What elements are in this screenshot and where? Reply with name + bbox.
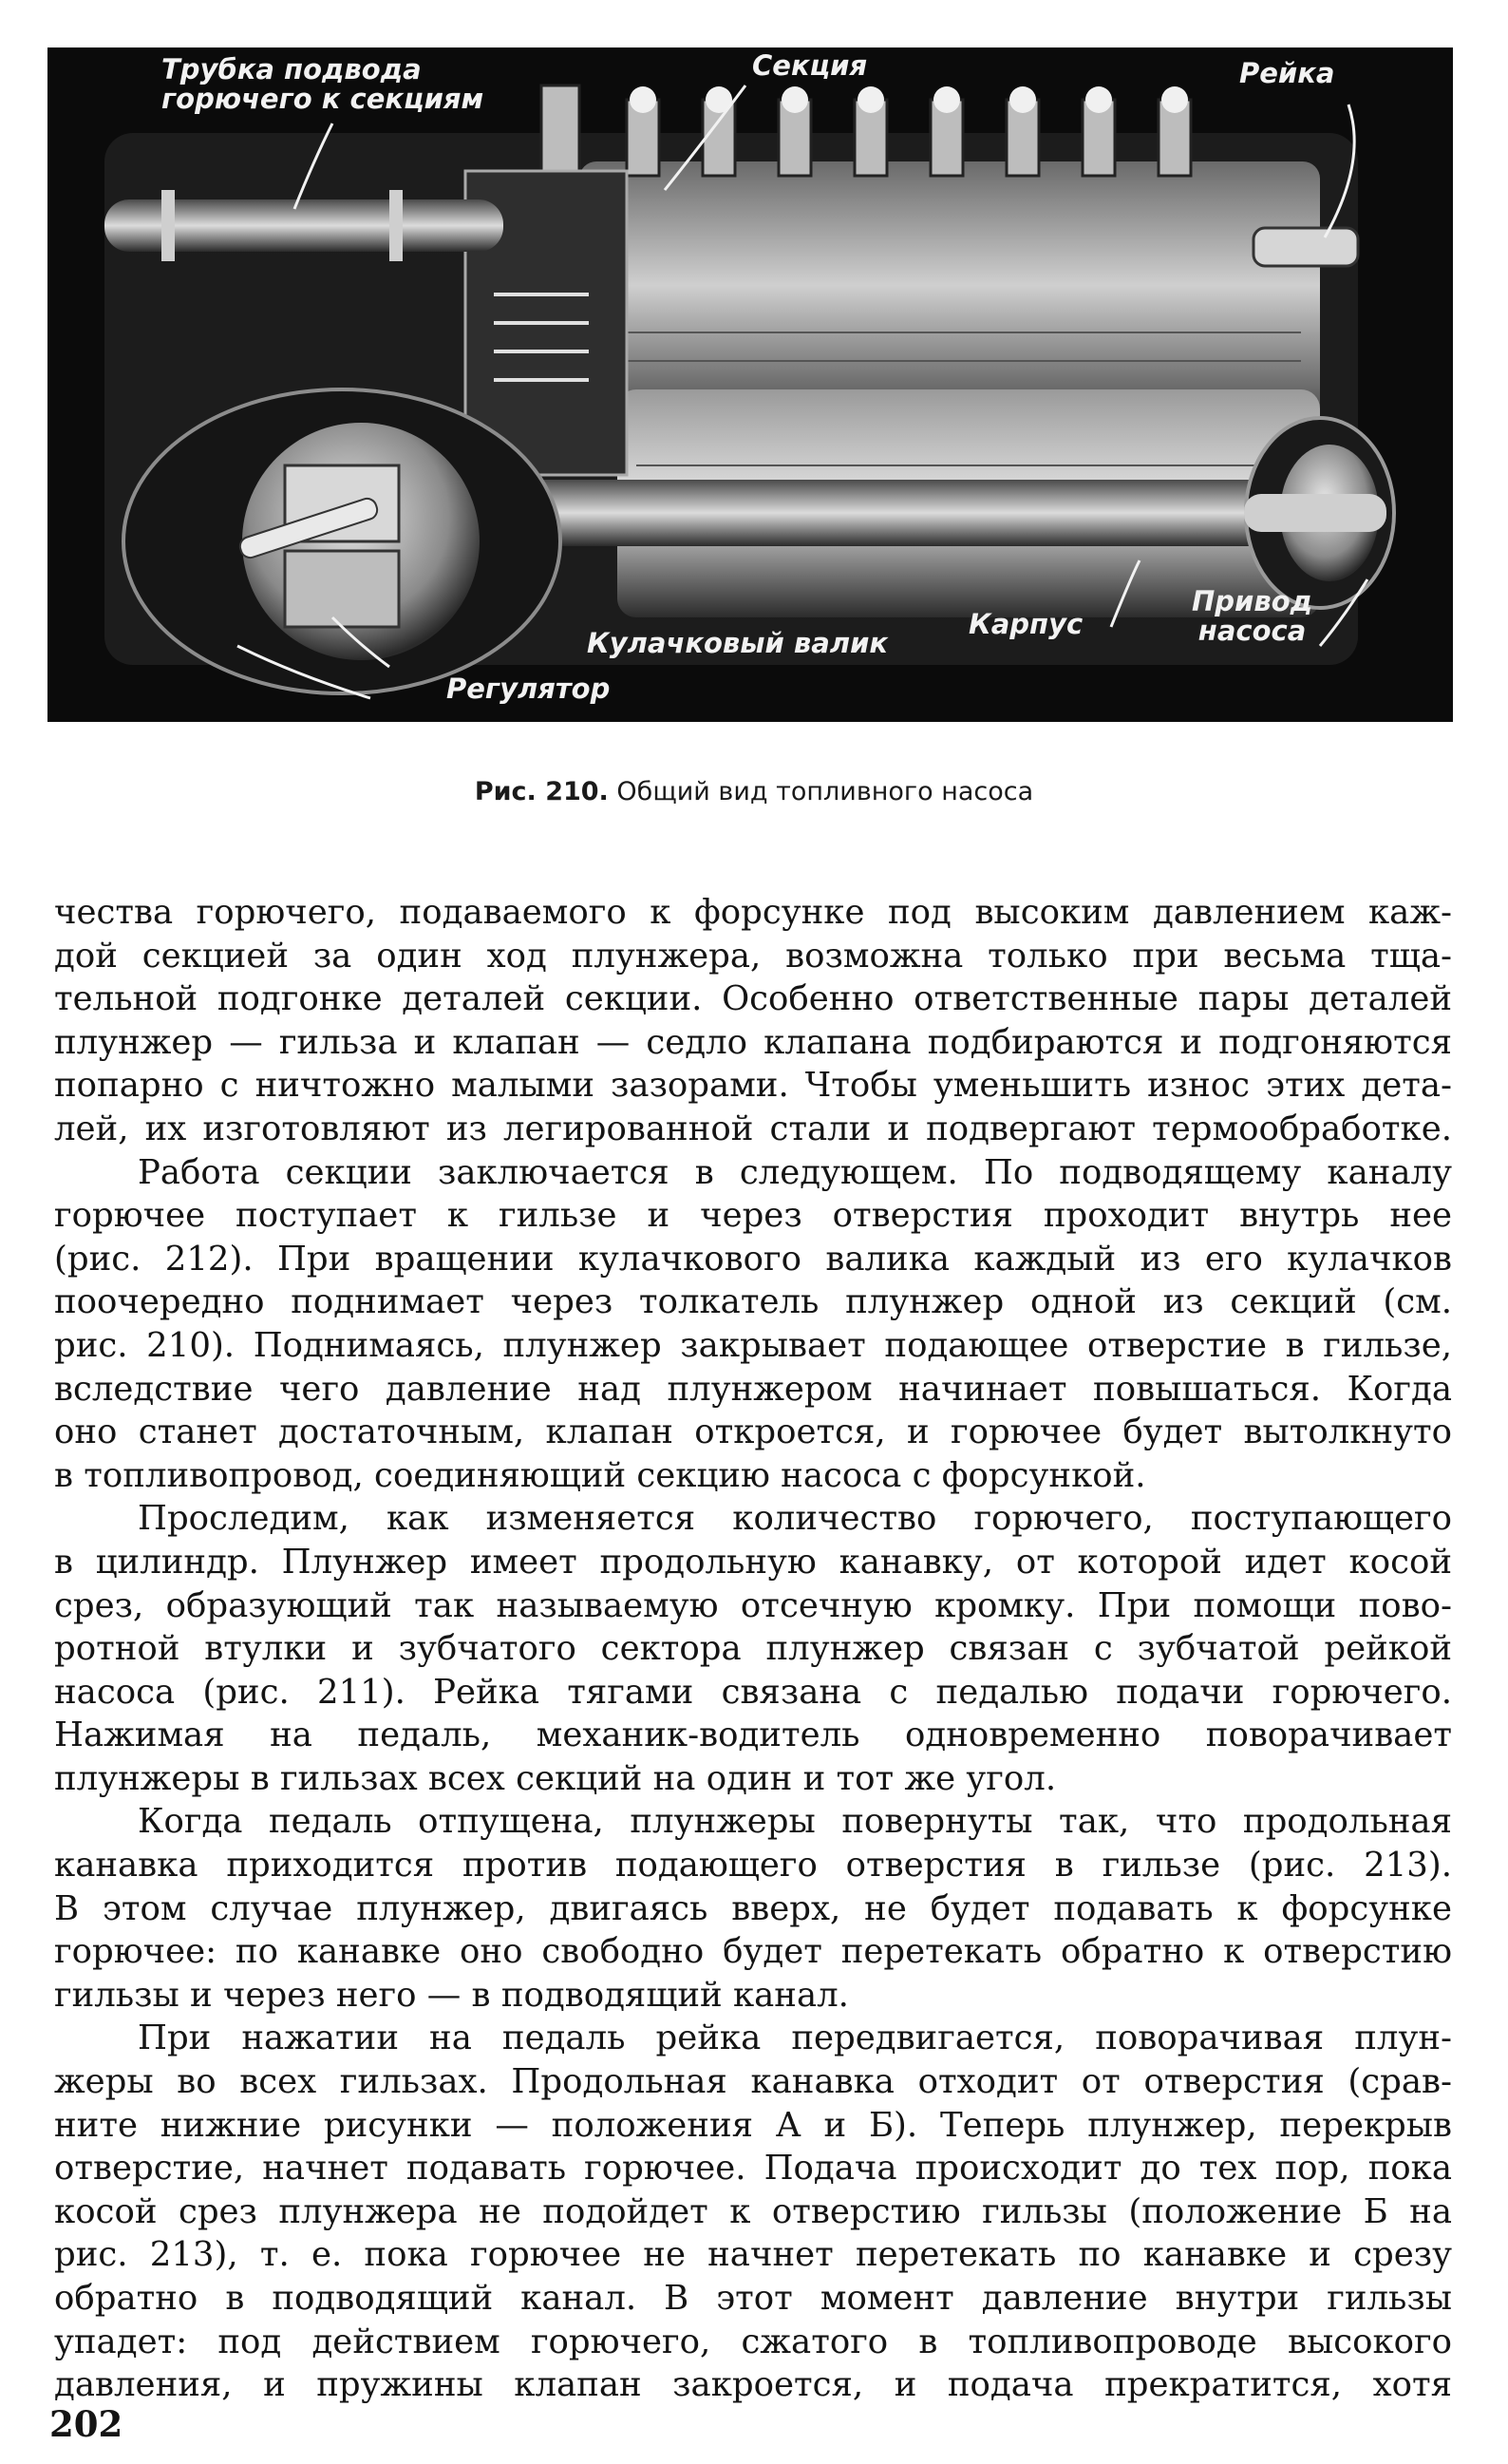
figure-number: Рис. 210. bbox=[474, 777, 609, 806]
text-line: тельной подгонке деталей секции. Особенно ответственные пары деталей bbox=[54, 979, 1452, 1019]
text-line: косой срез плунжера не подойдет к отверстию гильзы (положение Б на bbox=[54, 2191, 1452, 2231]
text-line: (рис. 212). При вращении кулачкового валика каждый из его кулачков bbox=[54, 1239, 1452, 1279]
text-line: срез, образующий так называемую отсечную кромку. При помощи пово- bbox=[54, 1585, 1452, 1625]
figure-caption-text: Общий вид топливного насоса bbox=[616, 777, 1034, 806]
text-line: плунжер — гильза и клапан — седло клапана подбираются и подгоняются bbox=[54, 1022, 1452, 1062]
label-housing: Карпус bbox=[969, 608, 1084, 640]
text-line: горючее: по канавке оно свободно будет перетекать обратно к отверстию bbox=[54, 1932, 1452, 1972]
camshaft bbox=[446, 480, 1301, 546]
section-caps bbox=[630, 86, 1188, 113]
label-rack: Рейка bbox=[1239, 57, 1335, 89]
text-line: дой секцией за один ход плунжера, возможна только при весьма тща- bbox=[54, 936, 1452, 976]
page-number: 202 bbox=[49, 2403, 123, 2445]
text-line: в топливопровод, соединяющий секцию насоса с форсункой. bbox=[54, 1455, 1146, 1495]
figure-caption bbox=[0, 777, 1508, 806]
text-line: давления, и пружины клапан закроется, и подача прекратится, хотя bbox=[54, 2365, 1452, 2405]
text-line: чества горючего, подаваемого к форсунке под высоким давлением каж- bbox=[54, 893, 1452, 932]
text-line: лей, их изготовляют из легированной стали и подвергают термообработке. bbox=[54, 1109, 1452, 1148]
text-line: В этом случае плунжер, двигаясь вверх, не будет подавать к форсунке bbox=[54, 1888, 1452, 1928]
text-line: гильзы и через него — в подводящий канал. bbox=[54, 1975, 849, 2015]
rack-end bbox=[1254, 228, 1358, 266]
text-line: горючее поступает к гильзе и через отверстия проходит внутрь нее bbox=[54, 1196, 1452, 1236]
label-fuel-supply-pipe: Трубка подвода горючего к секциям bbox=[161, 53, 484, 115]
text-line: Нажимая на педаль, механик-водитель одновременно поворачивает bbox=[54, 1715, 1452, 1755]
label-section: Секция bbox=[752, 49, 868, 82]
body-text bbox=[54, 891, 1452, 2407]
fuel-pump-figure bbox=[47, 47, 1453, 722]
text-line: Когда педаль отпущена, плунжеры повернуты так, что продольная bbox=[138, 1802, 1452, 1842]
text-line: вследствие чего давление над плунжером начинает повышаться. Когда bbox=[54, 1369, 1452, 1409]
text-line: канавка приходится против подающего отверстия в гильзе (рис. 213). bbox=[54, 1846, 1452, 1886]
text-line: насоса (рис. 211). Рейка тягами связана с педалью подачи горючего. bbox=[54, 1672, 1452, 1712]
text-line: обратно в подводящий канал. В этот момент давление внутри гильзы bbox=[54, 2279, 1452, 2318]
text-line: рис. 210). Поднимаясь, плунжер закрывает подающее отверстие в гильзе, bbox=[54, 1325, 1452, 1365]
text-line: в цилиндр. Плунжер имеет продольную канавку, от которой идет косой bbox=[54, 1542, 1452, 1582]
text-line: ните нижние рисунки — положения А и Б). Теперь плунжер, перекрыв bbox=[54, 2105, 1452, 2145]
label-regulator: Регулятор bbox=[446, 673, 611, 705]
text-line: ротной втулки и зубчатого сектора плунжер связан с зубчатой рейкой bbox=[54, 1629, 1452, 1669]
label-camshaft: Кулачковый валик bbox=[587, 627, 889, 659]
text-line: рис. 213), т. е. пока горючее не начнет перетекать по канавке и срезу bbox=[54, 2235, 1452, 2275]
text-line: При нажатии на педаль рейка передвигается, поворачивая плун- bbox=[138, 2019, 1452, 2058]
text-line: оно станет достаточным, клапан откроется, и горючее будет вытолкнуто bbox=[54, 1412, 1452, 1452]
text-line: попарно с ничтожно малыми зазорами. Чтобы уменьшить износ этих дета- bbox=[54, 1066, 1452, 1106]
text-line: отверстие, начнет подавать горючее. Подача происходит до тех пор, пока bbox=[54, 2149, 1452, 2189]
label-pump-drive: Привод насоса bbox=[1192, 585, 1313, 647]
text-line: упадет: под действием горючего, сжатого в топливопроводе высокого bbox=[54, 2322, 1452, 2361]
text-line: Проследим, как изменяется количество горючего, поступающего bbox=[138, 1499, 1452, 1539]
text-line: жеры во всех гильзах. Продольная канавка отходит от отверстия (срав- bbox=[54, 2062, 1452, 2102]
text-line: плунжеры в гильзах всех секций на один и тот же угол. bbox=[54, 1758, 1057, 1798]
text-line: Работа секции заключается в следующем. По подводящему каналу bbox=[138, 1152, 1452, 1192]
text-line: поочередно поднимает через толкатель плунжер одной из секций (см. bbox=[54, 1282, 1452, 1322]
